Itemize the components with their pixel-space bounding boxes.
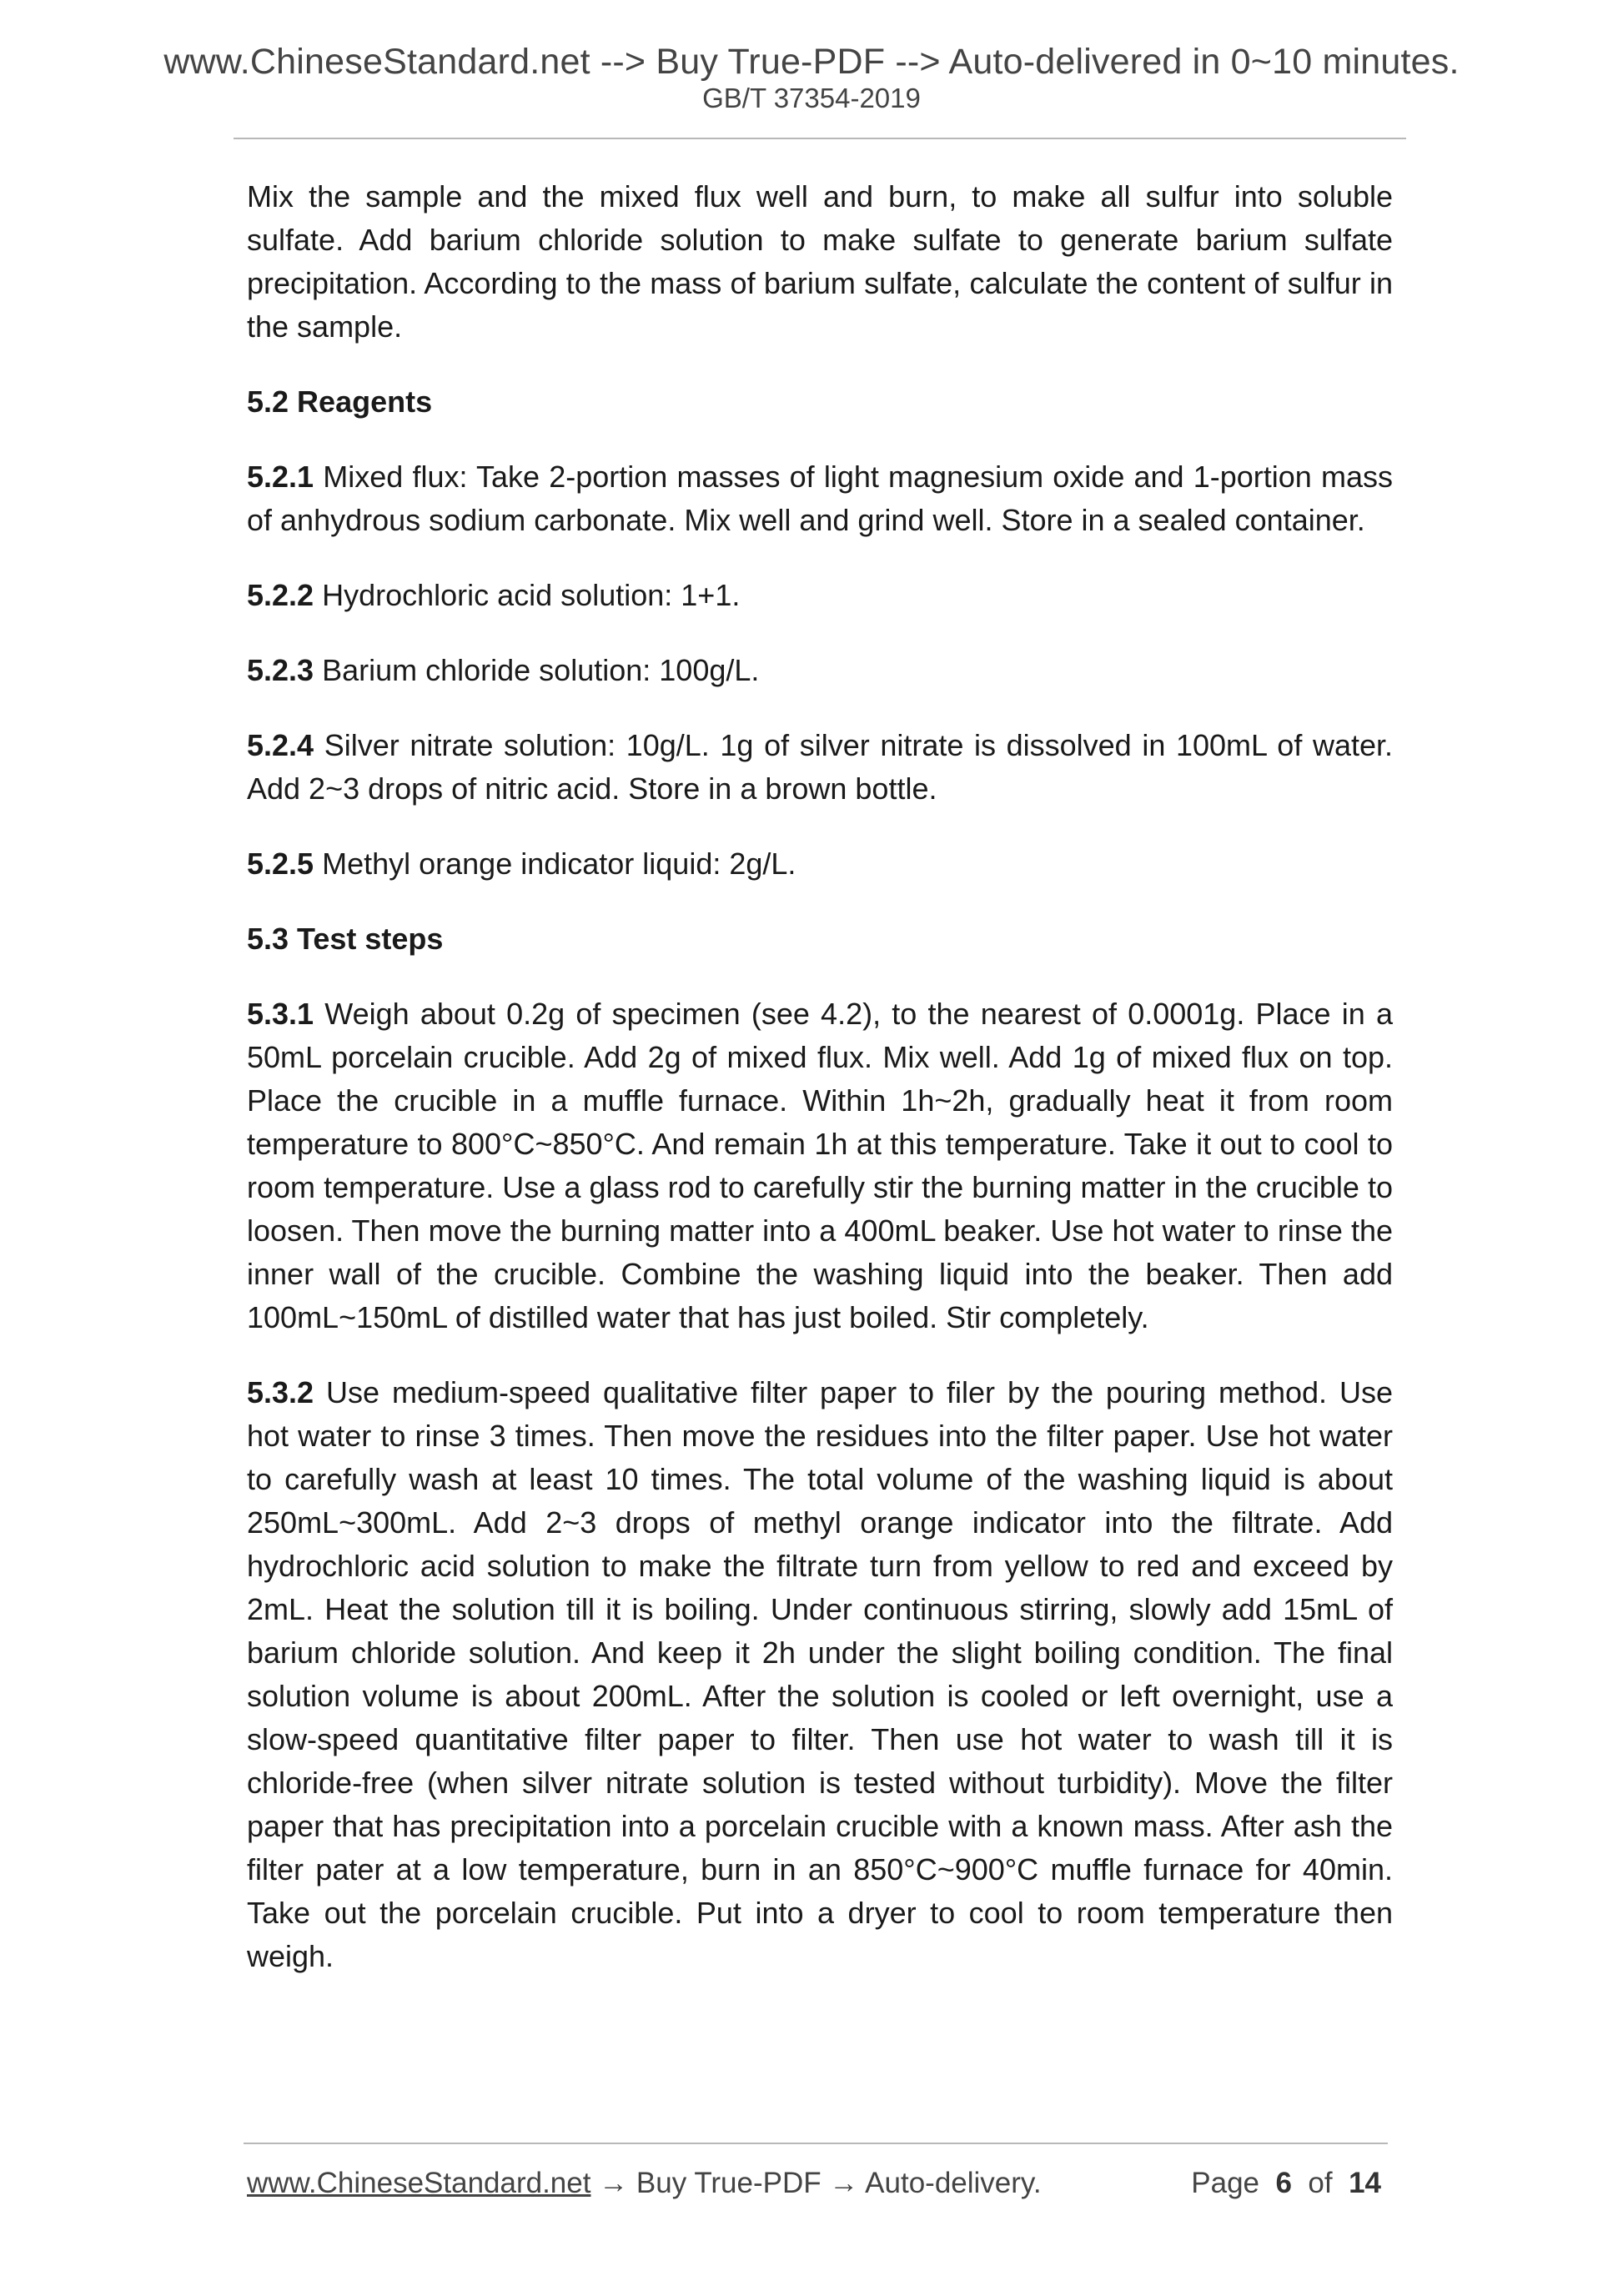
page-label: Page: [1191, 2167, 1260, 2199]
footer-left: [247, 2167, 1042, 2200]
page-of: of: [1308, 2167, 1333, 2199]
clause-number: 5.2.5: [247, 847, 314, 881]
section-heading-test-steps: 5.3 Test steps: [247, 922, 444, 956]
clause-text: Mixed flux: Take 2-portion masses of light magnesium oxide and 1-portion mass of anhydrous sodium carbonate. Mix well and grind well. Store in a sealed container.: [247, 460, 1393, 537]
clause-number: 5.3.2: [247, 1375, 314, 1409]
footer-divider: [244, 2143, 1388, 2144]
clause-5-2-1: [247, 455, 1393, 542]
page-current: 6: [1275, 2167, 1292, 2199]
header-divider: [234, 138, 1406, 139]
clause-text: Methyl orange indicator liquid: 2g/L.: [314, 847, 796, 881]
clause-number: 5.2.1: [247, 460, 314, 494]
header-banner: www.ChineseStandard.net --> Buy True-PDF --> Auto-delivered in 0~10 minutes.: [163, 42, 1460, 82]
clause-text: Silver nitrate solution: 10g/L. 1g of silver nitrate is dissolved in 100mL of water. Add 2~3 drops of nitric acid. Store in a brown bottle.: [247, 728, 1393, 806]
clause-text: Barium chloride solution: 100g/L.: [314, 653, 760, 687]
clause-number: 5.2.3: [247, 653, 314, 687]
clause-5-3-1: [247, 992, 1393, 1339]
clause-text: Use medium-speed qualitative filter paper to filer by the pouring method. Use hot water to rinse 3 times. Then move the residues into the filter paper. Use hot water to carefully wash at least 10 times. The total volume of the washing liquid is about 250mL~300mL. Add 2~3 drops of methyl orange indicator into the filtrate. Add hydrochloric acid solution to make the filtrate turn from yellow to red and exceed by 2mL. Heat the solution till it is boiling. Under continuous stirring, slowly add 15mL of barium chloride solution. And keep it 2h under the slight boiling condition. The final solution volume is about 200mL. After the solution is cooled or left overnight, use a slow-speed quantitative filter paper to filter. Then use hot water to wash till it is chloride-free (when silver nitrate solution is tested without turbidity). Move the filter paper that has precipitation into a porcelain crucible with a known mass. After ash the filter pater at a low temperature, burn in an 850°C~900°C muffle furnace for 40min. Take out the porcelain crucible. Put into a dryer to cool to room temperature then weigh.: [247, 1375, 1393, 1973]
clause-5-3-2: [247, 1371, 1393, 1978]
footer-site-link[interactable]: www.ChineseStandard.net: [247, 2167, 591, 2199]
clause-5-2-3: [247, 649, 1393, 692]
clause-number: 5.2.4: [247, 728, 314, 762]
page-total: 14: [1349, 2167, 1381, 2199]
page-indicator: [1191, 2167, 1381, 2200]
footer-link-suffix: → Buy True-PDF → Auto-delivery.: [590, 2167, 1042, 2199]
page-content: [247, 175, 1393, 2010]
clause-text: Hydrochloric acid solution: 1+1.: [314, 578, 741, 612]
standard-code: GB/T 37354-2019: [702, 83, 921, 113]
clause-text: Weigh about 0.2g of specimen (see 4.2), to the nearest of 0.0001g. Place in a 50mL porcelain crucible. Add 2g of mixed flux. Mix well. Add 1g of mixed flux on top. Place the crucible in a muffle furnace. Within 1h~2h, gradually heat it from room temperature to 800°C~850°C. And remain 1h at this temperature. Take it out to cool to room temperature. Use a glass rod to carefully stir the burning matter in the crucible to loosen. Then move the burning matter into a 400mL beaker. Use hot water to rinse the inner wall of the crucible. Combine the washing liquid into the beaker. Then add 100mL~150mL of distilled water that has just boiled. Stir completely.: [247, 997, 1393, 1334]
clause-5-2-5: [247, 842, 1393, 886]
section-heading-reagents: 5.2 Reagents: [247, 384, 433, 419]
clause-number: 5.3.1: [247, 997, 314, 1031]
clause-5-2-4: [247, 724, 1393, 811]
clause-5-2-2: [247, 574, 1393, 617]
clause-number: 5.2.2: [247, 578, 314, 612]
intro-paragraph: Mix the sample and the mixed flux well and burn, to make all sulfur into soluble sulfate. Add barium chloride solution to make sulfate to generate barium sulfate precipitation. According to the mass of barium sulfate, calculate the content of sulfur in the sample.: [247, 179, 1393, 344]
